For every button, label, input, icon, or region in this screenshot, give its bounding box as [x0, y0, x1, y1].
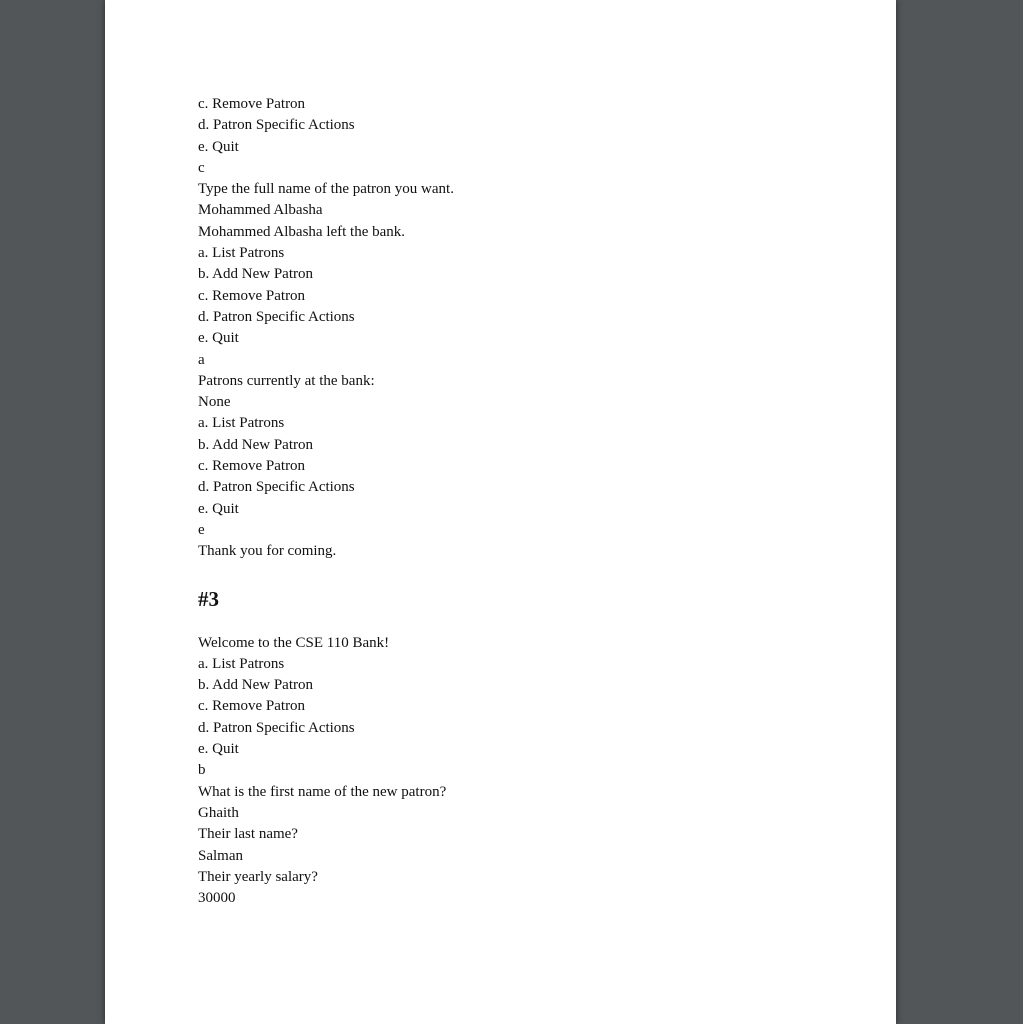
text-line: a. List Patrons — [198, 415, 285, 432]
text-line: d. Patron Specific Actions — [198, 719, 355, 736]
text-line: c — [198, 159, 205, 176]
text-line: e. Quit — [198, 138, 239, 155]
text-line: Patrons currently at the bank: — [198, 372, 375, 389]
section-a-lines — [198, 94, 848, 563]
text-line: c. Remove Patron — [198, 698, 306, 715]
section-heading: #3 — [198, 586, 219, 611]
document-page — [105, 0, 896, 1024]
text-line: Mohammed Albasha left the bank. — [198, 223, 406, 240]
text-line: Type the full name of the patron you want. — [198, 181, 454, 198]
text-line: e. Quit — [198, 741, 239, 758]
text-line: e. Quit — [198, 330, 239, 347]
text-line: c. Remove Patron — [198, 458, 306, 475]
text-line: Ghaith — [198, 804, 239, 821]
text-line: b. Add New Patron — [198, 266, 313, 283]
text-line: 30000 — [198, 890, 236, 907]
text-line: c. Remove Patron — [198, 287, 306, 304]
text-line: a. List Patrons — [198, 245, 285, 262]
text-line: b. Add New Patron — [198, 677, 313, 694]
page-content — [198, 94, 848, 909]
text-line: Welcome to the CSE 110 Bank! — [198, 634, 390, 651]
text-line: e — [198, 521, 205, 538]
text-line: Mohammed Albasha — [198, 202, 323, 219]
text-line: What is the first name of the new patron? — [198, 783, 447, 800]
text-line: b. Add New Patron — [198, 436, 313, 453]
text-line: d. Patron Specific Actions — [198, 117, 355, 134]
text-line: a. List Patrons — [198, 655, 285, 672]
text-line: Their last name? — [198, 826, 298, 843]
text-line: b — [198, 762, 206, 779]
text-line: Salman — [198, 847, 243, 864]
section-b-lines — [198, 633, 848, 910]
text-line: a — [198, 351, 205, 368]
text-line: Thank you for coming. — [198, 543, 337, 560]
text-line: None — [198, 394, 231, 411]
text-line: d. Patron Specific Actions — [198, 308, 355, 325]
text-line: e. Quit — [198, 500, 239, 517]
text-line: c. Remove Patron — [198, 96, 306, 112]
text-line: d. Patron Specific Actions — [198, 479, 355, 496]
text-line: Their yearly salary? — [198, 868, 318, 885]
